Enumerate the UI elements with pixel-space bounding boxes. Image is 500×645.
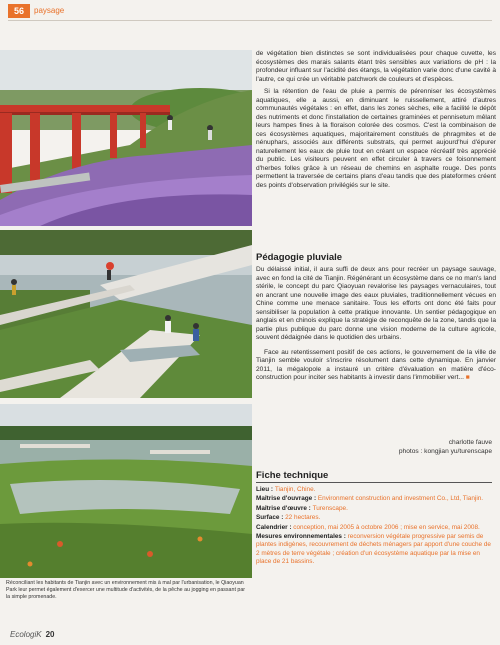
paragraph: de végétation bien distinctes se sont individualisées pour chaque cuvette, les écosystèmes des marais salants étant très sensibles aux variations de pH : la profondeur influant sur l'acidité des étangs, la végétation varie donc d'une cavité à l'autre, ce qui crée un véritable patchwork de couleurs et d'espèces.	[256, 50, 496, 83]
page-number: 56	[8, 4, 30, 18]
fiche-row: Calendrier : conception, mai 2005 à octobre 2006 ; mise en service, mai 2008.	[256, 523, 480, 531]
fiche-list	[256, 486, 492, 568]
paragraph: Du délaissé initial, il aura suffi de deux ans pour recréer un paysage sauvage, avec en fond la cité de Tianjin. Régénérant un écosystème dans ce no man's land stérile, le concept du parc Qiaoyuan revalorise les paysages vernaculaires, tout en ancrant une nouvelle image des eaux pluviales, traditionnellement vécues en Chine comme une menace sanitaire. Tous les efforts ont donc été faits pour sensibiliser la population à cette pratique innovante. Un sentier pédagogique en anglais et en chinois explique la stratégie de reconquête de la zone, tandis que la partie plus publique du parc donne une vision moderne de la culture agricole, souvent dédaignée dans le quotidien des urbains.	[256, 266, 496, 341]
section-heading: Pédagogie pluviale	[256, 252, 343, 263]
section-label: paysage	[34, 6, 65, 15]
header-divider	[8, 20, 492, 21]
page-footer	[10, 630, 54, 639]
fiche-row: Surface : 22 hectares.	[256, 514, 321, 522]
photo-caption: Réconciliant les habitants de Tianjin avec un environnement mis à mal par l'urbanisation, le Qiaoyuan Park leur permet également d'exercer une multitude d'activités, de la pêche au jogging en passant par la simple promenade.	[6, 580, 246, 600]
end-mark: ■	[465, 374, 470, 381]
fiche-row: Maîtrise d'ouvrage : Environment construction and investment Co., Ltd, Tianjin.	[256, 495, 484, 503]
wetland-image	[0, 404, 252, 578]
paragraph: Si la rétention de l'eau de pluie a permis de pérenniser les écosystèmes aquatiques, elle a aussi, en diminuant le ruissellement, attiré d'autres communautés végétales : en effet, dans les zones sèches, elle a facilité le dépôt des nutriments et donc l'installation de certaines graminées et pennisetum mêlant leurs hampes fines à la floraison colorée des cosmos. C'est la combinaison de ces écosystèmes aquatiques, majoritairement constitués de phragmites et de nénuphars, associés aux différents substrats, qui permet aujourd'hui d'épurer naturellement les eaux de pluie tout en créant un espace récréatif très apprécié du public. Les visiteurs peuvent en effet circuler à travers ce foisonnement d'herbes folles grâce à un réseau de chemins en asphalte rouge. Des ponts permettent la traversée de certains plans d'eau tandis que des plateformes créent des points d'observation privilégiés sur le site.	[256, 88, 496, 189]
author: charlotte fauve	[448, 439, 492, 446]
fiche-row: Maîtrise d'œuvre : Turenscape.	[256, 504, 348, 512]
credits	[256, 438, 492, 456]
article-body-top	[256, 50, 496, 194]
paragraph: Face au retentissement positif de ces actions, le gouvernement de la ville de Tianjin semble vouloir s'inscrire résolument dans cette dynamique. En janvier 2011, la mégalopole a instauré un critère d'évaluation en matière d'éco-construction pour inciter ses habitants à investir dans l'immobilier vert... ■	[256, 348, 496, 381]
photo-credit: photos : kongjian yu/turenscape	[398, 448, 492, 455]
photo-red-pavilion	[0, 50, 252, 226]
fiche-divider	[256, 482, 492, 483]
page-header	[0, 0, 500, 36]
red-pavilion-image	[0, 50, 252, 226]
fiche-row: Mesures environnementales : reconversion végétale progressive par semis de plantes indigènes, recouvrement de déchets ménagers par apport d'une couche de 2 mètres de terre végétale ; création d'un écosystème aquatique par la mise en place de 21 bassins.	[256, 533, 491, 566]
boardwalk-image	[0, 230, 252, 398]
footer-page-number: 20	[45, 630, 55, 639]
photo-boardwalk	[0, 230, 252, 398]
magazine-logo: EcologiK	[10, 630, 42, 639]
article-body-bottom	[256, 266, 496, 387]
fiche-title: Fiche technique	[256, 470, 329, 481]
photo-wetland	[0, 404, 252, 578]
fiche-row: Lieu : Tianjin, Chine.	[256, 486, 316, 493]
